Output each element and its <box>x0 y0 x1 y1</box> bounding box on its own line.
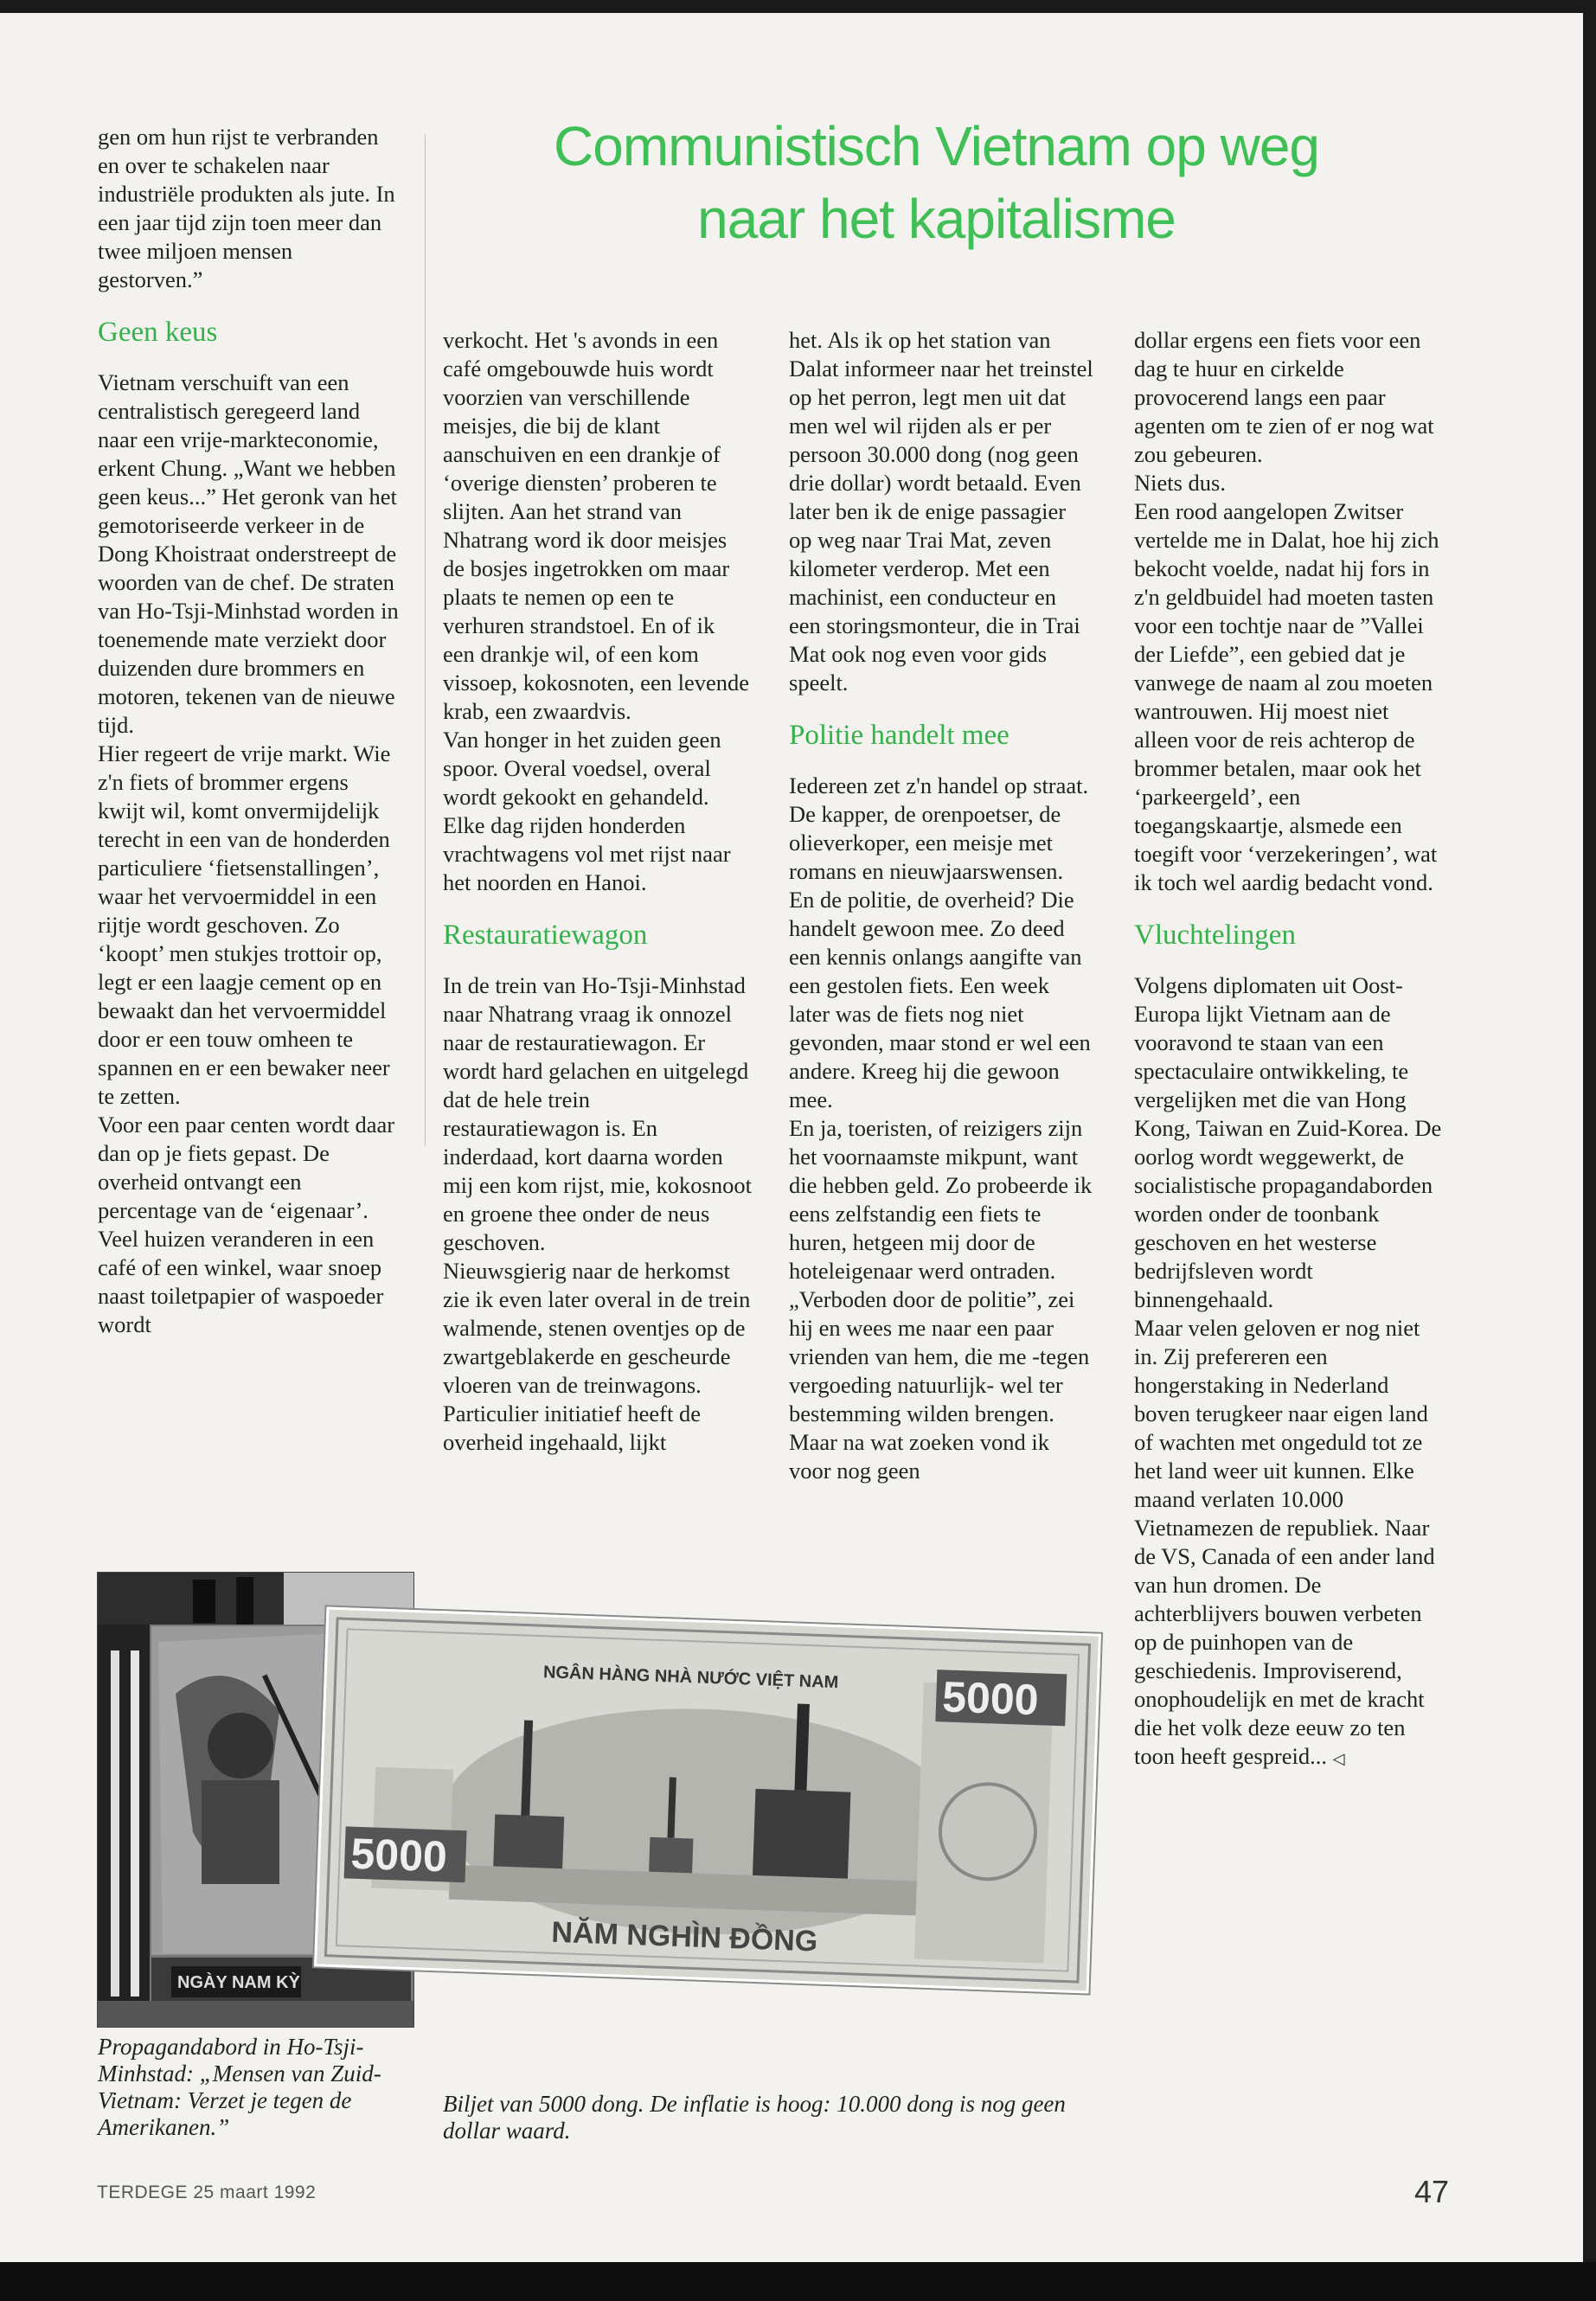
magazine-page <box>0 13 1583 2262</box>
banknote-photo <box>314 1606 1101 1993</box>
subheading-vluchtelingen: Vluchtelingen <box>1134 920 1296 951</box>
end-mark-icon: ◁ <box>1332 1750 1345 1767</box>
col1-paragraph: Veel huizen veranderen in een café of een winkel, waar snoep naast toiletpapier of waspoeder wordt <box>98 1226 384 1337</box>
column-3 <box>789 326 1093 1485</box>
col3-paragraph: Iedereen zet z'n handel op straat. De kapper, de orenpoetser, de olieverkoper, een meisje met romans en nieuwjaarswensen. En de politie, de overheid? Die handelt gewoon mee. Zo deed een kennis onlangs aangifte van een gestolen fiets. Een week later was de fiets nog niet gevonden, maar stond er wel een andere. Kreeg hij die gewoon mee. <box>789 772 1091 1112</box>
col2-paragraph: Nieuwsgierig naar de herkomst zie ik even later overal in de trein walmende, stenen oventjes op de zwartgeblakerde en gescheurde vloeren van de treinwagons. <box>443 1258 751 1398</box>
column-4 <box>1134 326 1443 1773</box>
denomination-top-text: 5000 <box>941 1672 1040 1725</box>
subheading-geen-keus: Geen keus <box>98 317 218 348</box>
sign-text: NGÀY NAM KỲ <box>177 1973 300 1992</box>
col4-paragraph: Een rood aangelopen Zwitser vertelde me in Dalat, hoe hij zich bekocht voelde, nadat hij fors in z'n geldbuidel had moeten tasten voor een tochtje naar de ”Vallei der Liefde”, een gebied dat je vanwege de naam al zou moeten wantrouwen. Hij moest niet alleen voor de reis achterop de brommer betalen, maar ook het ‘parkeergeld’, een toegangskaartje, alsmede een toegift voor ‘verzekeringen’, wat ik toch wel aardig bedacht vond. <box>1134 498 1439 895</box>
col4-paragraph: Volgens diplomaten uit Oost-Europa lijkt Vietnam aan de vooravond te staan van een spectaculaire ontwikkeling, te vergelijken met die van Hong Kong, Taiwan en Zuid-Korea. De oorlog wordt weggewerkt, de socialistische propagandaborden worden onder de toonbank geschoven en het westerse bedrijfsleven wordt binnengehaald. <box>1134 972 1442 1312</box>
subheading-politie-handelt-mee: Politie handelt mee <box>789 720 1010 751</box>
col2-paragraph: verkocht. Het 's avonds in een café omgebouwde huis wordt voorzien van verschillende meisjes, die bij de klant aanschuiven en een drankje of ‘overige diensten’ proberen te slijten. Aan het strand van Nhatrang word ik door meisjes de bosjes ingetrokken om maar plaats te nemen op een te verhuren strandstoel. En of ik een drankje wil, of een kom vissoep, kokosnoten, een levende krab, een zwaardvis. <box>443 327 749 724</box>
banknote-caption: Biljet van 5000 dong. De inflatie is hoog: 10.000 dong is nog geen dollar waard. <box>443 2091 1066 2144</box>
article-title-line-1: Communistisch Vietnam op weg <box>554 115 1319 177</box>
subheading-restauratiewagon: Restauratiewagon <box>443 920 648 951</box>
col4-last-text: Maar velen geloven er nog niet in. Zij prefereren een hongerstaking in Nederland boven terugkeer naar eigen land of wachten met ongeduld tot ze het land weer uit kunnen. Elke maand verlaten 10.000 Vietnamezen de republiek. Naar de VS, Canada of een ander land van hun dromen. De achterblijvers bouwen verbeten op de puinhopen van de geschiedenis. Improviserend, onophoudelijk en met de kracht die het volk deze eeuw zo ten toon heeft gespreid... <box>1134 1315 1435 1769</box>
column-divider <box>425 134 426 1146</box>
col2-paragraph: Particulier initiatief heeft de overheid ingehaald, lijkt <box>443 1400 701 1455</box>
page-footer <box>97 2182 316 2203</box>
col3-paragraph: het. Als ik op het station van Dalat informeer naar het treinstel op het perron, legt men uit dat men wel wil rijden als er per persoon 30.000 dong (nog geen drie dollar) wordt betaald. Even later ben ik de enige passagier op weg naar Trai Mat, zeven kilometer verderop. Met een machinist, een conducteur en een storingsmonteur, die in Trai Mat ook nog even voor gids speelt. <box>789 327 1093 695</box>
issue-date: 25 maart 1992 <box>193 2182 317 2202</box>
denomination-left-text: 5000 <box>349 1829 448 1881</box>
col4-paragraph: Niets dus. <box>1134 470 1226 496</box>
page-number: 47 <box>1414 2174 1450 2209</box>
col4-paragraph: dollar ergens een fiets voor een dag te huur en cirkelde provocerend langs een paar agenten om te zien of er nog wat zou gebeuren. <box>1134 327 1434 467</box>
banknote-image <box>317 1610 1099 1991</box>
magazine-name: TERDEGE <box>97 2182 189 2202</box>
col2-paragraph: Van honger in het zuiden geen spoor. Overal voedsel, overal wordt gekookt en gehandeld. Elke dag rijden honderden vrachtwagens vol met rijst naar het noorden en Hanoi. <box>443 727 731 895</box>
denomination-words-text: NĂM NGHÌN ĐỒNG <box>550 1915 818 1958</box>
col3-paragraph: En ja, toeristen, of reizigers zijn het voornaamste mikpunt, want die hebben geld. Zo probeerde ik eens zelfstandig een fiets te huren, hetgeen mij door de hoteleigenaar werd ontraden. „Verboden door de politie”, zei hij en wees me naar een paar vrienden van hem, die me -tegen vergoeding natuurlijk- wel ter bestemming wilden brengen. Maar na wat zoeken vond ik voor nog geen <box>789 1115 1093 1484</box>
photo-caption: Propagandabord in Ho-Tsji-Minhstad: „Mensen van Zuid-Vietnam: Verzet je tegen de Amerikanen.” <box>98 2034 381 2140</box>
scan-border <box>0 2262 1596 2301</box>
article-title-line-2: naar het kapitalisme <box>697 188 1176 250</box>
bank-name-text: NGÂN HÀNG NHÀ NƯỚC VIỆT NAM <box>542 1663 839 1693</box>
col1-paragraph: Hier regeert de vrije markt. Wie z'n fiets of brommer ergens kwijt wil, komt onvermijdelijk terecht in een van de honderden particuliere ‘fietsenstallingen’, waar het vervoermiddel in een rijtje wordt geschoven. Zo ‘koopt’ men stukjes trottoir op, legt er een laagje cement op en bewaakt dan het vervoermiddel door er een touw omheen te spannen en er een bewaker neer te zetten. <box>98 740 391 1109</box>
col2-paragraph: In de trein van Ho-Tsji-Minhstad naar Nhatrang vraag ik onnozel naar de restauratiewagon. Er wordt hard gelachen en uitgelegd dat de hele trein restauratiewagon is. En inderdaad, kort daarna worden mij een kom rijst, mie, kokosnoot en groene thee onder de neus geschoven. <box>443 972 752 1255</box>
col1-paragraph: Vietnam verschuift van een centralistisch geregeerd land naar een vrije-markteconomie, erkent Chung. „Want we hebben geen keus...” Het geronk van het gemotoriseerde verkeer in de Dong Khoistraat onderstreept de woorden van de chef. De straten van Ho-Tsji-Minhstad worden in toenemende mate verziekt door duizenden dure brommers en motoren, tekenen van de nieuwe tijd. <box>98 369 399 738</box>
col1-paragraph: Voor een paar centen wordt daar dan op je fiets gepast. De overheid ontvangt een percentage van de ‘eigenaar’. <box>98 1112 395 1223</box>
column-1 <box>98 123 401 1339</box>
col4-paragraph <box>1134 1314 1443 1773</box>
column-2 <box>443 326 752 1457</box>
article-title <box>437 110 1436 255</box>
col1-paragraph: gen om hun rijst te verbranden en over te schakelen naar industriële produkten als jute. In een jaar tijd zijn toen meer dan twee miljoen mensen gestorven.” <box>98 124 395 292</box>
